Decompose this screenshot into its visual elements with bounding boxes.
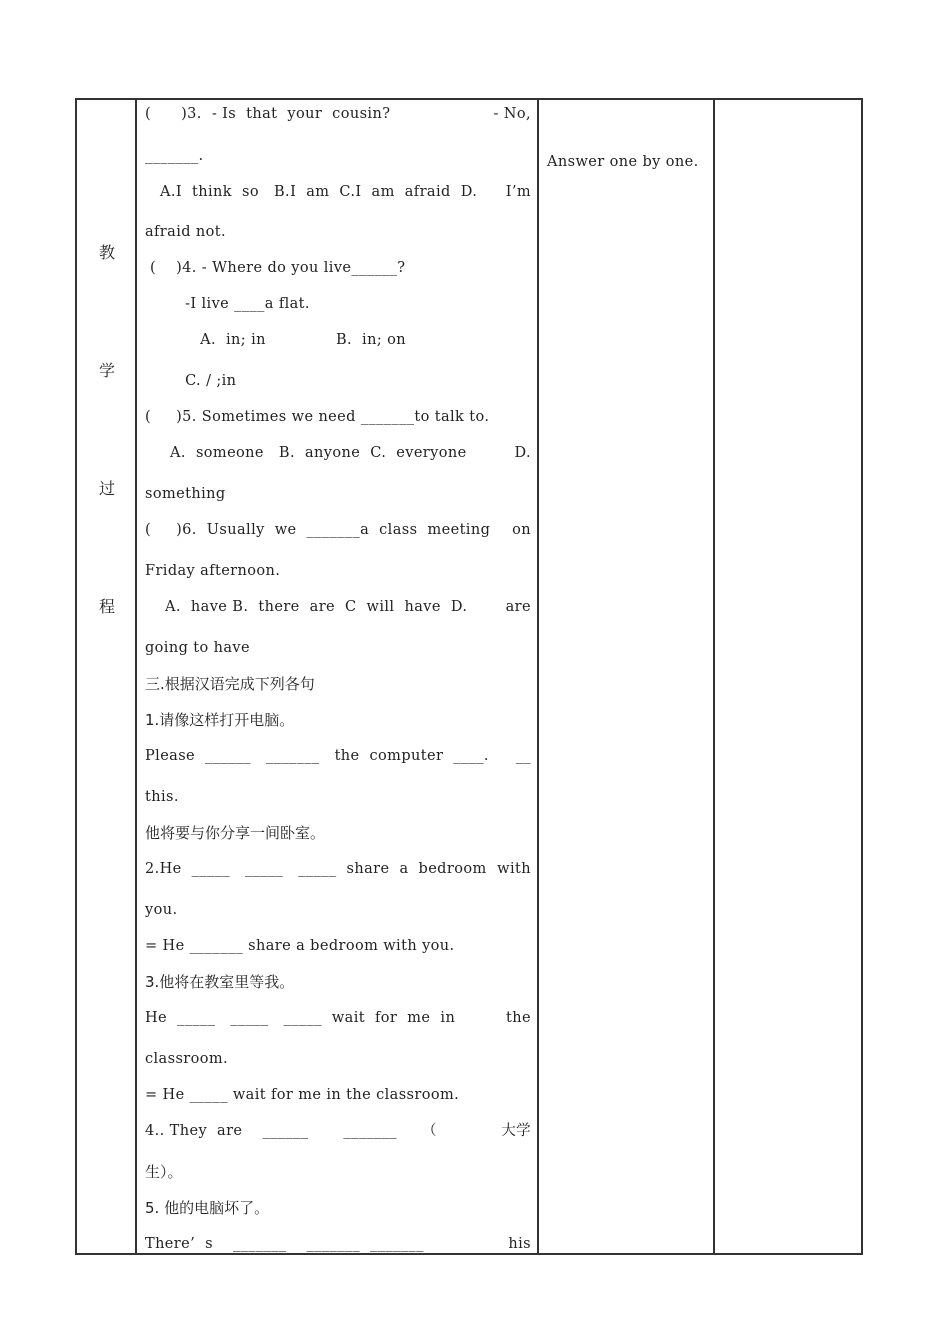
content-line-part: D.	[514, 445, 531, 461]
content-line-part: I’m	[505, 184, 531, 200]
content-line	[145, 1122, 531, 1140]
side-label-char: 过	[98, 479, 115, 498]
content-line: ( )5. Sometimes we need _______to talk to.	[145, 409, 490, 425]
content-line: = He _____ wait for me in the classroom.	[145, 1087, 460, 1103]
content-line-part: A. someone B. anyone C. everyone	[145, 445, 467, 461]
content-line-part: He _____ _____ _____ wait for me in	[145, 1010, 456, 1026]
content-line	[145, 183, 531, 201]
content-line: classroom.	[145, 1051, 229, 1067]
side-label-char: 程	[98, 597, 115, 616]
content-line: 三.根据汉语完成下列各句	[145, 675, 315, 693]
content-line	[145, 444, 531, 462]
content-line-part: on	[512, 522, 531, 538]
content-line	[145, 860, 531, 878]
content-line-part: __	[515, 748, 531, 764]
column-divider	[713, 100, 715, 1253]
content-line-part: 4.. They are ______ _______ （	[145, 1123, 437, 1139]
content-line: 生）。	[145, 1163, 183, 1181]
content-line: _______.	[145, 148, 204, 164]
content-line-part: 2.He _____ _____ _____ share a bedroom	[145, 861, 487, 877]
side-label-char: 学	[98, 361, 115, 380]
content-line: afraid not.	[145, 224, 227, 240]
content-line: you.	[145, 902, 178, 918]
content-line-part: There’ s _______ _______ _______	[145, 1236, 424, 1252]
content-line: 5. 他的电脑坏了。	[145, 1199, 270, 1217]
content-line: 1.请像这样打开电脑。	[145, 711, 295, 729]
content-line-part: - No,	[493, 106, 531, 122]
content-line	[145, 1009, 531, 1027]
content-line-part: Please ______ _______ the computer ____.	[145, 748, 489, 764]
content-line: something	[145, 486, 226, 502]
content-line: A. in; in B. in; on	[145, 332, 406, 348]
content-line: = He _______ share a bedroom with you.	[145, 938, 455, 954]
column-divider	[537, 100, 539, 1253]
content-line	[145, 105, 531, 123]
lesson-table	[75, 98, 863, 1255]
teacher-notes: Answer one by one.	[547, 154, 699, 170]
content-line-part: ( )6. Usually we _______a class meeting	[145, 522, 491, 538]
content-line	[145, 598, 531, 616]
content-line: going to have	[145, 640, 251, 656]
side-label-char: 教	[98, 243, 115, 262]
content-line: 他将要与你分享一间卧室。	[145, 824, 326, 842]
content-line: ( )4. - Where do you live______?	[145, 260, 406, 276]
section-label-column	[77, 100, 137, 1253]
content-line-part: the	[506, 1010, 531, 1026]
content-line-part: are	[505, 599, 531, 615]
content-line	[145, 747, 531, 765]
content-line-part: A. have B. there are C will have D.	[145, 599, 468, 615]
content-line: 3.他将在教室里等我。	[145, 973, 295, 991]
content-line-part: 大学	[501, 1123, 531, 1139]
content-line-part: A.I think so B.I am C.I am afraid D.	[145, 184, 478, 200]
content-line-part: ( )3. - Is that your cousin?	[145, 106, 391, 122]
content-line-part: with	[497, 861, 531, 877]
content-line: -I live ____a flat.	[145, 296, 310, 312]
content-line: C. / ;in	[145, 373, 237, 389]
content-line: Friday afternoon.	[145, 563, 281, 579]
content-line	[145, 1235, 531, 1253]
exercise-content	[145, 100, 537, 1253]
content-line-part: his	[508, 1236, 531, 1252]
content-line	[145, 521, 531, 539]
content-line: this.	[145, 789, 179, 805]
